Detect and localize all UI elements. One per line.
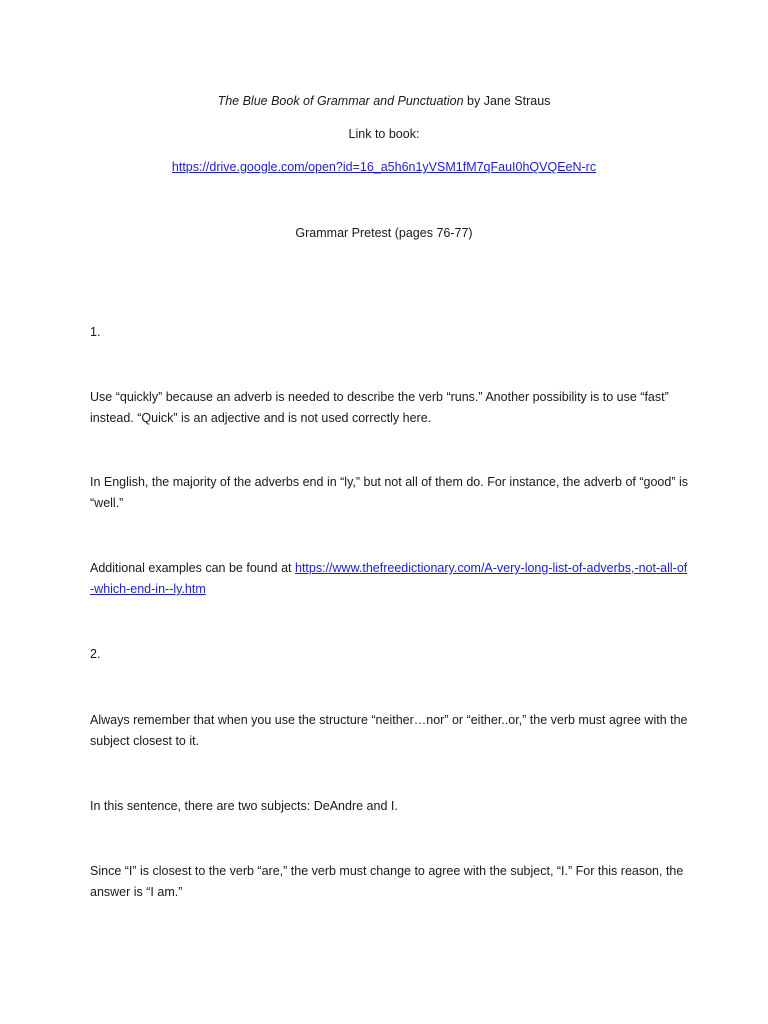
adverbs-list-link[interactable]: https://www.thefreedictionary.com/A-very-long-list-of-adverbs,-not-all-of-which-end-in--ly.htm [90,561,688,596]
answer-2-paragraph-1: Always remember that when you use the structure “neither…nor” or “either..or,” the verb must agree with the subject closest to it. [90,713,688,748]
book-title: The Blue Book of Grammar and Punctuation [217,94,464,108]
book-author: by Jane Straus [463,94,551,108]
answer-1-paragraph-2: In English, the majority of the adverbs end in “ly,” but not all of them do. For instance, the adverb of “good” is “well.” [90,475,688,510]
link-label: Link to book: [348,127,420,141]
question-number-1: 1. [90,325,101,339]
answer-2-paragraph-2: In this sentence, there are two subjects: DeAndre and I. [90,799,398,813]
book-citation [0,91,768,112]
book-link[interactable]: https://drive.google.com/open?id=16_a5h6n1yVSM1fM7qFauI0hQVQEeN-rc [171,160,597,174]
examples-prefix: Additional examples can be found at [90,561,295,575]
book-link-line [0,157,768,178]
answer-1-paragraph-1: Use “quickly” because an adverb is needed to describe the verb “runs.” Another possibility is to use “fast” instead. “Quick” is an adjective and is not used correctly here. [90,390,669,425]
question-number-2: 2. [90,647,101,661]
answer-2-paragraph-3: Since “I” is closest to the verb “are,” the verb must change to agree with the subject, “I.” For this reason, the answer is “I am.” [90,864,684,899]
answer-1-paragraph-3 [90,558,690,600]
section-title: Grammar Pretest (pages 76-77) [295,226,473,240]
